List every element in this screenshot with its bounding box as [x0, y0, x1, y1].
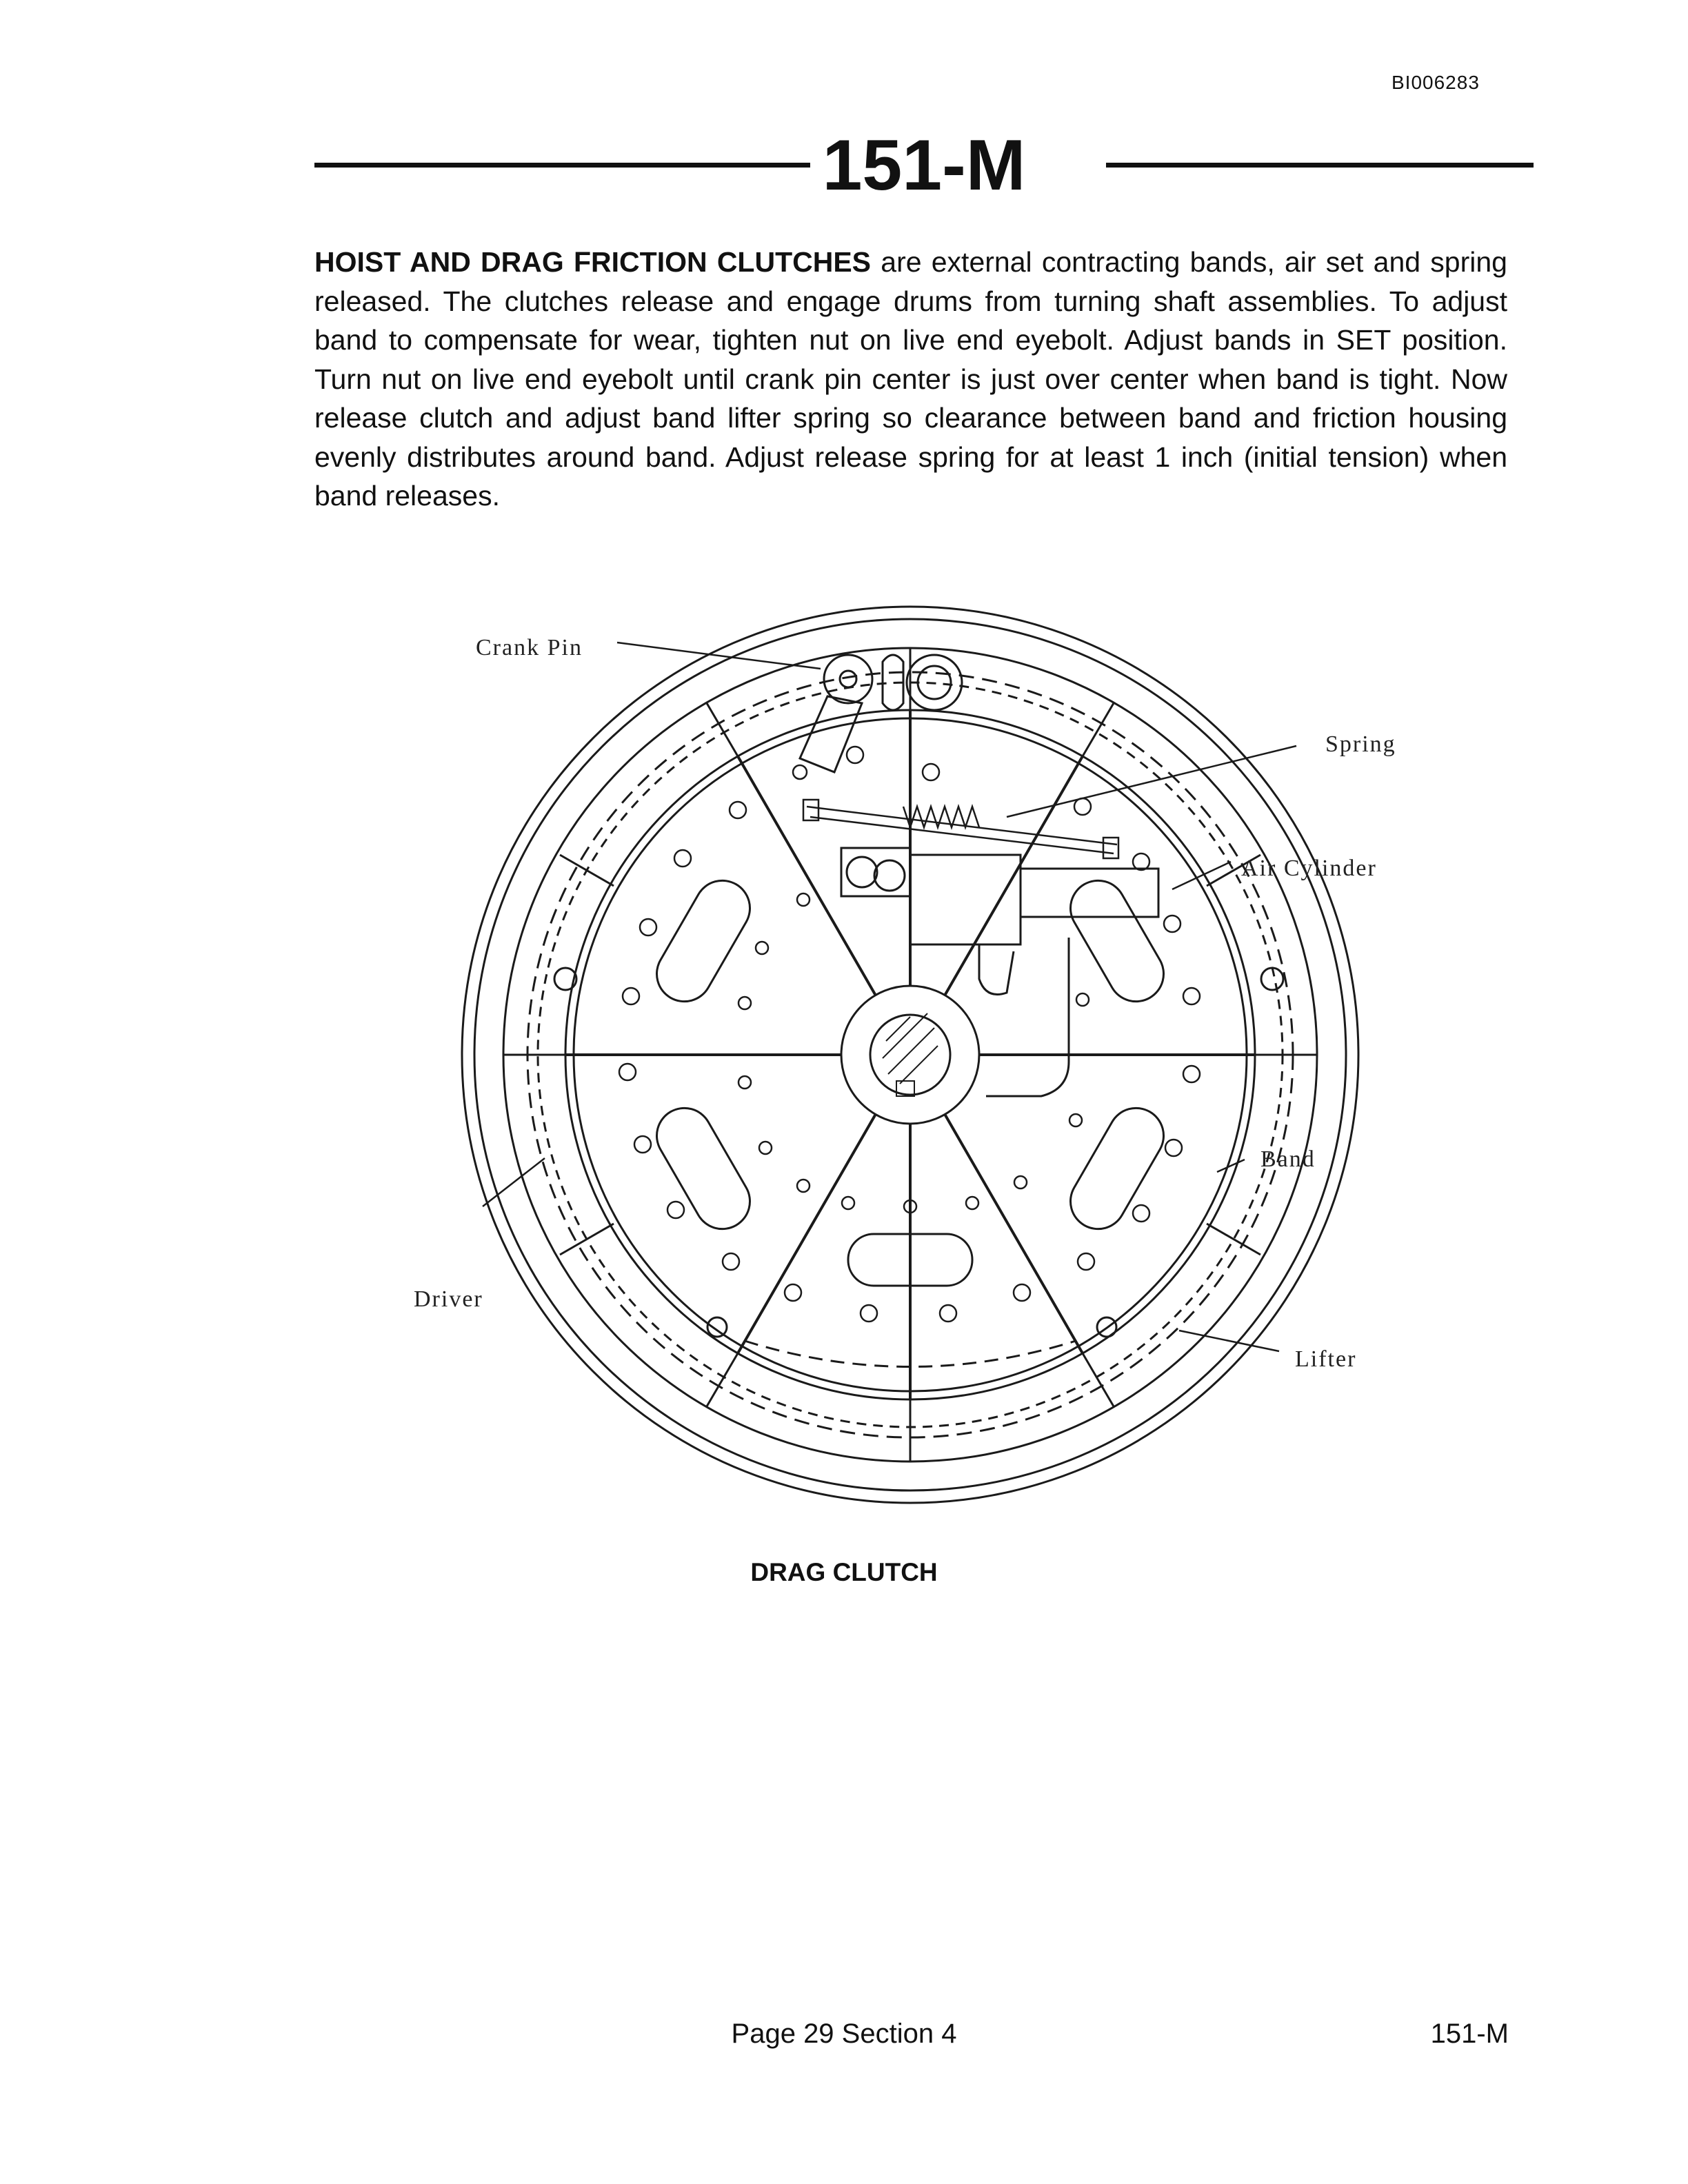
leader-lines: [483, 643, 1296, 1351]
drag-clutch-illustration: [386, 565, 1407, 1544]
label-band: Band: [1260, 1146, 1316, 1172]
footer-model: 151-M: [1430, 2019, 1509, 2049]
figure-caption: DRAG CLUTCH: [750, 1558, 938, 1586]
label-lifter: Lifter: [1295, 1346, 1357, 1372]
label-driver: Driver: [414, 1286, 483, 1312]
label-crank-pin: Crank Pin: [476, 635, 583, 660]
air-cylinder: [841, 848, 1158, 1096]
label-air-cylinder: Air Cylinder: [1241, 856, 1377, 881]
hub: [841, 986, 979, 1124]
document-id: BI006283: [1391, 72, 1480, 93]
label-spring: Spring: [1325, 731, 1396, 757]
body-paragraph: [314, 243, 1507, 516]
page-title: 151-M: [314, 124, 1534, 207]
title-row: [314, 124, 1534, 207]
footer-page: Page 29 Section 4: [731, 2019, 957, 2049]
spring: [803, 800, 1118, 858]
drag-clutch-diagram: [386, 565, 1407, 1544]
paragraph-text: are external contracting bands, air set and spring released. The clutches release and engage drums from turning shaft assemblies. To adjust band to compensate for wear, tighten nut on live end eyebolt. Adjust bands in SET position. Turn nut on live end eyebolt until crank pin center is just over center when band is tight. Now release clutch and adjust band lifter spring so clearance between band and friction housing evenly distributes around band. Adjust release spring for at least 1 inch (initial tension) when band releases.: [314, 246, 1507, 512]
spokes: [565, 710, 1255, 1399]
paragraph-lead: HOIST AND DRAG FRICTION CLUTCHES: [314, 246, 872, 278]
